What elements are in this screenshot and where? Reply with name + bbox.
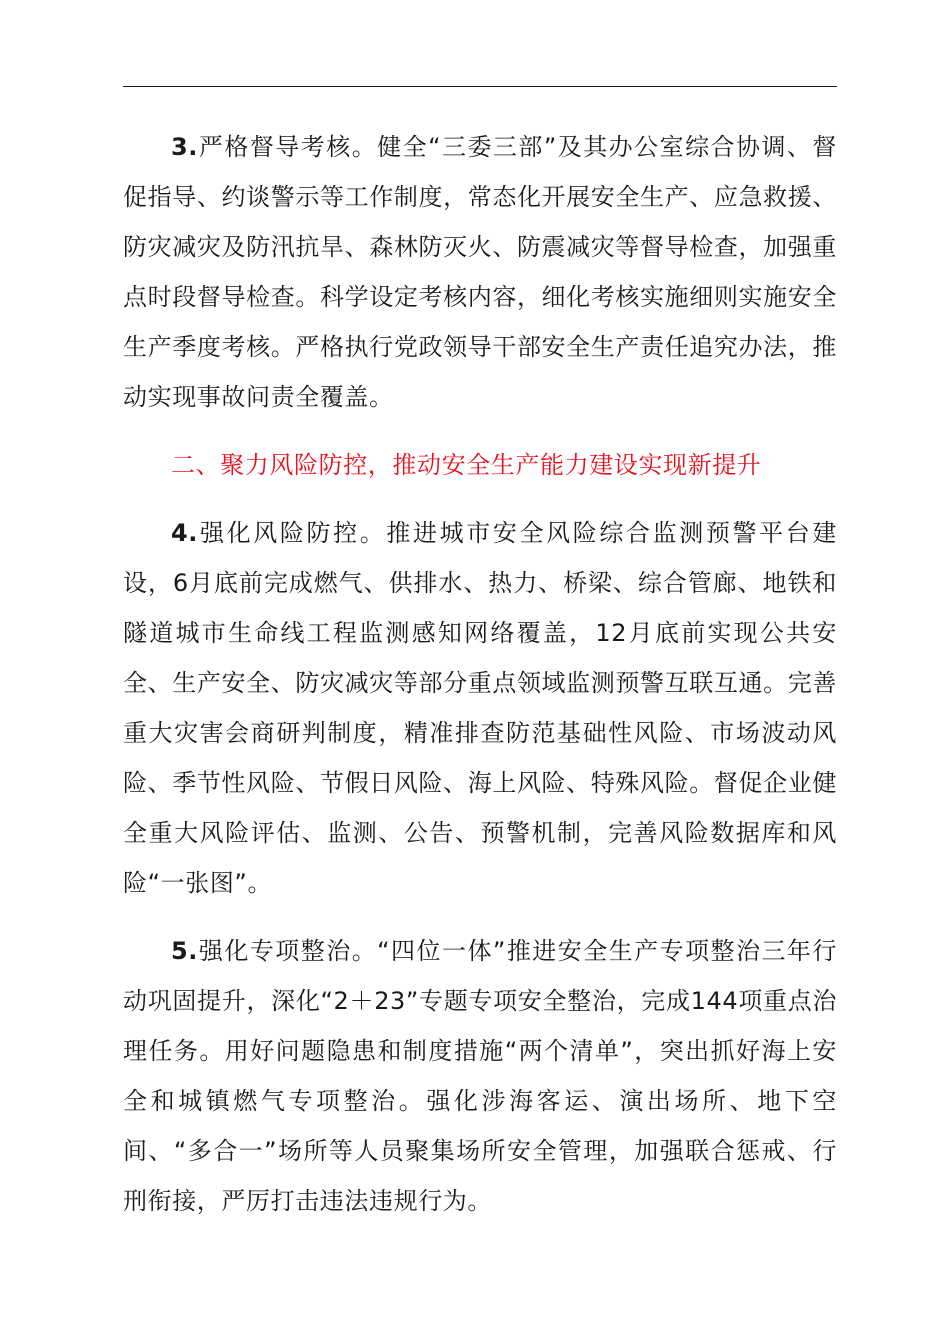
- paragraph-item-3: [123, 122, 837, 422]
- item-number: 3.: [171, 133, 199, 161]
- paragraph-text: 强化风险防控。推进城市安全风险综合监测预警平台建设，6月底前完成燃气、供排水、热力、桥梁、综合管廊、地铁和隧道城市生命线工程监测感知网络覆盖，12月底前实现公共安全、生产安全、防灾减灾等部分重点领域监测预警互联互通。完善重大灾害会商研判制度，精准排查防范基础性风险、市场波动风险、季节性风险、节假日风险、海上风险、特殊风险。督促企业健全重大风险评估、监测、公告、预警机制，完善风险数据库和风险“一张图”。: [123, 519, 837, 897]
- section-heading: 二、聚力风险防控，推动安全生产能力建设实现新提升: [171, 451, 762, 479]
- paragraph-item-5: [123, 926, 837, 1226]
- header-rule: [123, 86, 837, 87]
- paragraph-text: 严格督导考核。健全“三委三部”及其办公室综合协调、督促指导、约谈警示等工作制度，常态化开展安全生产、应急救援、防灾减灾及防汛抗旱、森林防灭火、防震减灾等督导检查，加强重点时段督导检查。科学设定考核内容，细化考核实施细则实施安全生产季度考核。严格执行党政领导干部安全生产责任追究办法，推动实现事故问责全覆盖。: [123, 133, 837, 411]
- document-body: [123, 122, 837, 1244]
- paragraph-item-4: [123, 508, 837, 908]
- paragraph-text: 强化专项整治。“四位一体”推进安全生产专项整治三年行动巩固提升，深化“2＋23”专题专项安全整治，完成144项重点治理任务。用好问题隐患和制度措施“两个清单”，突出抓好海上安全和城镇燃气专项整治。强化涉海客运、演出场所、地下空间、“多合一”场所等人员聚集场所安全管理，加强联合惩戒、行刑衔接，严厉打击违法违规行为。: [123, 937, 837, 1215]
- item-number: 4.: [171, 519, 199, 547]
- item-number: 5.: [171, 937, 199, 965]
